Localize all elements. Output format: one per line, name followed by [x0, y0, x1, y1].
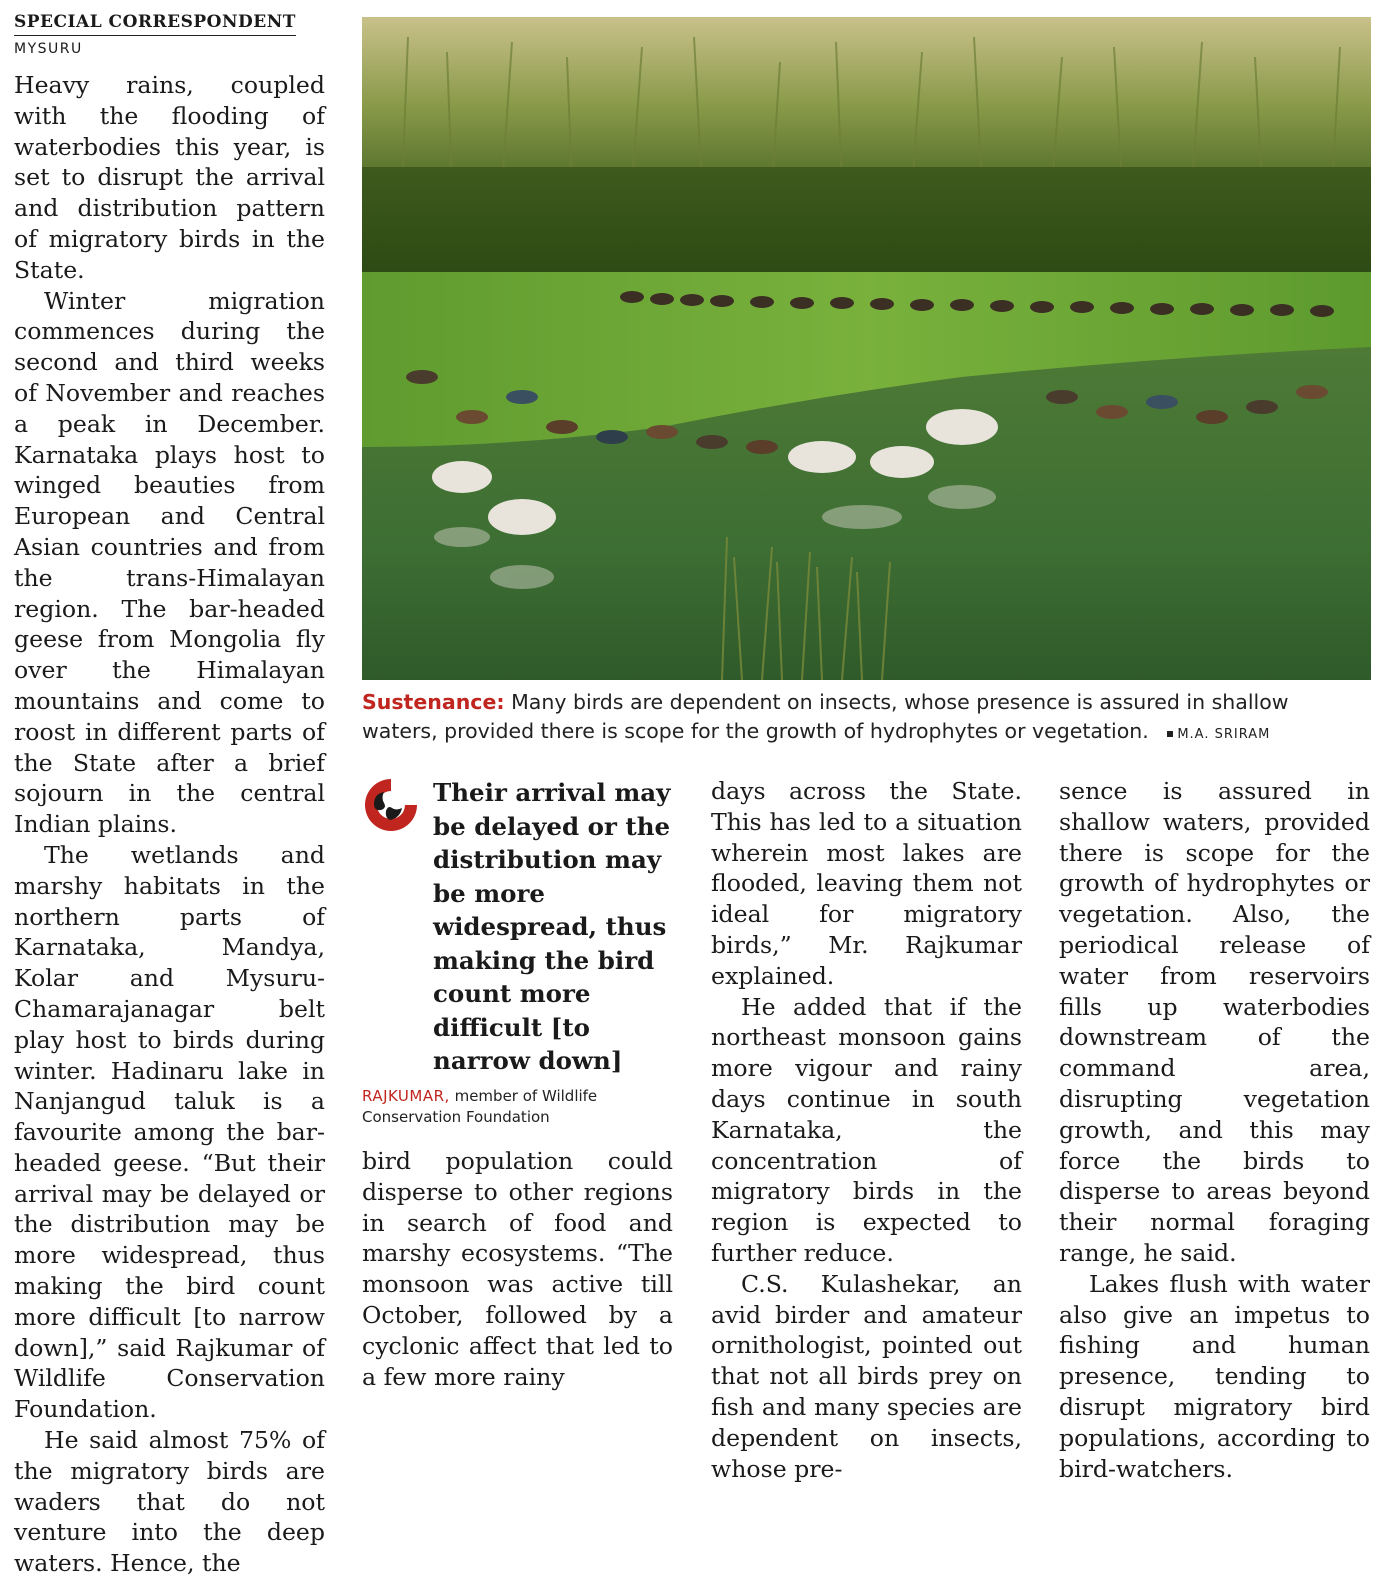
paragraph: bird population could disperse to other regions in search of food and marshy ecosystems. “The monsoon was active till October, followed by a cyclonic affect that led to a few more rainy	[362, 1147, 673, 1391]
article-column-4	[1059, 776, 1370, 1484]
photo-credit-name: M.A. SRIRAM	[1177, 726, 1271, 742]
pull-quote-attribution	[362, 1086, 662, 1128]
caption-lead: Sustenance:	[362, 690, 505, 714]
pull-quote-text: Their arrival may be delayed or the distribution may be more widespread, thus making the bird count more difficult [to narrow down]	[433, 778, 671, 1075]
article-column-1	[14, 70, 325, 1579]
paragraph: Lakes flush with water also give an impetus to fishing and human presence, tending to disrupt migratory bird populations, according to bird-watchers.	[1059, 1269, 1370, 1483]
paragraph: He added that if the northeast monsoon gains more vigour and rainy days continue in south Karnataka, the concentration of migratory birds in the region is expected to further reduce.	[711, 992, 1022, 1267]
article-column-3	[711, 776, 1022, 1484]
paragraph: C.S. Kulashekar, an avid birder and amateur ornithologist, pointed out that not all birds prey on fish and many species are dependent on insects, whose pre-	[711, 1269, 1022, 1483]
quote-mark-icon	[362, 776, 420, 834]
byline: SPECIAL CORRESPONDENT	[14, 12, 296, 36]
caption-text: Many birds are dependent on insects, whose presence is assured in shallow waters, provided there is scope for the growth of hydrophytes or vegetation.	[362, 690, 1289, 743]
paragraph: days across the State. This has led to a situation wherein most lakes are flooded, leaving them not ideal for migratory birds,” Mr. Rajkumar explained.	[711, 777, 1022, 990]
article-column-2	[362, 1146, 673, 1392]
photo-credit	[1167, 727, 1270, 742]
wetland-birds-photo	[362, 17, 1371, 680]
attribution-name: RAJKUMAR,	[362, 1087, 450, 1105]
paragraph: He said almost 75% of the migratory birds are waders that do not venture into the deep waters. Hence, the	[14, 1426, 325, 1578]
paragraph: Heavy rains, coupled with the flooding of waterbodies this year, is set to disrupt the arrival and distribution pattern of migratory birds in the State.	[14, 71, 325, 284]
square-bullet-icon	[1167, 731, 1173, 737]
photo-caption	[362, 688, 1362, 749]
dateline: MYSURU	[14, 41, 83, 57]
attribution-role: member of Wildlife Conservation Foundation	[362, 1087, 598, 1126]
paragraph: The wetlands and marshy habitats in the northern parts of Karnataka, Mandya, Kolar and Mysuru-Chamarajanagar belt play host to birds during winter. Hadinaru lake in Nanjangud taluk is a favourite among the bar-headed geese. “But their arrival may be delayed or the distribution may be more widespread, thus making the bird count more difficult [to narrow down],” said Rajkumar of Wildlife Conservation Foundation.	[14, 840, 325, 1424]
paragraph: sence is assured in shallow waters, provided there is scope for the growth of hydrophytes or vegetation. Also, the periodical release of water from reservoirs fills up waterbodies downstream of the command area, disrupting vegetation growth, and this may force the birds to disperse to areas beyond their normal foraging range, he said.	[1059, 777, 1370, 1267]
paragraph: Winter migration commences during the second and third weeks of November and reaches a peak in December. Karnataka plays host to winged beauties from European and Central Asian countries and from the trans-Himalayan region. The bar-headed geese from Mongolia fly over the Himalayan mountains and come to roost in different parts of the State after a brief sojourn in the central Indian plains.	[14, 286, 325, 839]
